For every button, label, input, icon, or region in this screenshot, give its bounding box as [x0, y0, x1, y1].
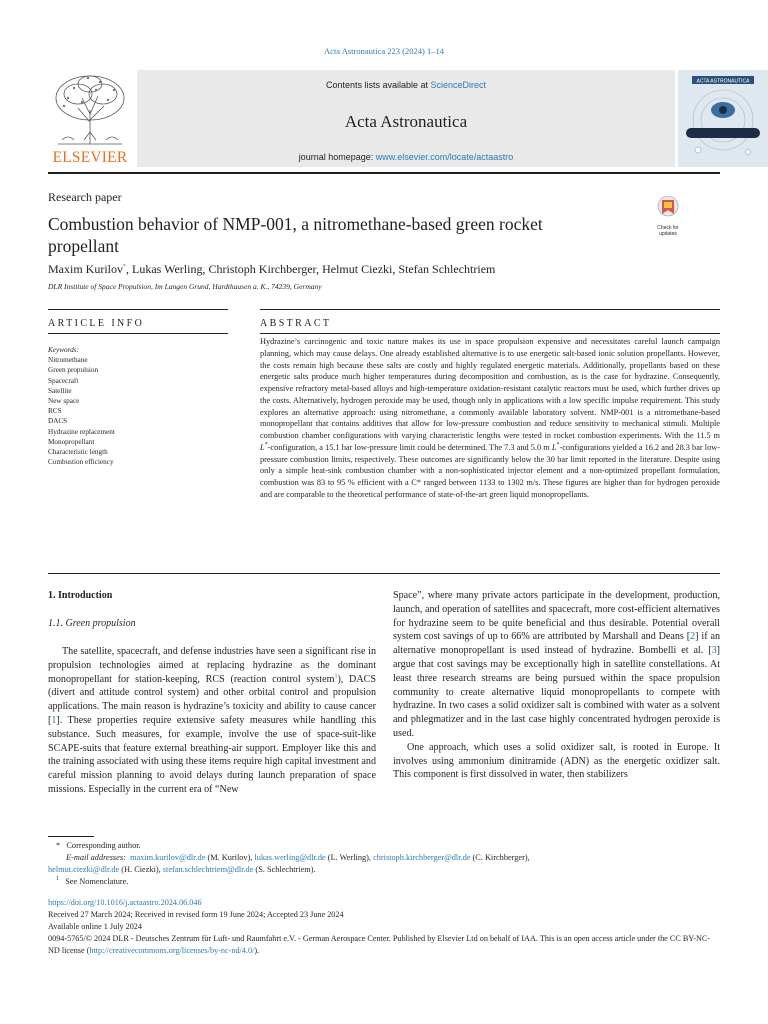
- abstract-bottom-rule: [48, 573, 720, 574]
- section-heading-introduction: 1. Introduction: [48, 590, 113, 601]
- corresponding-author-note: * Corresponding author.: [56, 841, 141, 850]
- body-column-left: [48, 645, 376, 797]
- abstract-heading: ABSTRACT: [260, 318, 332, 329]
- email-addresses-cont: helmut.ciezki@dlr.de (H. Ciezki), stefan.schlechtriem@dlr.de (S. Schlechtriem).: [48, 865, 316, 874]
- keyword-item: Spacecraft: [48, 376, 79, 385]
- footnote-rule: [48, 836, 94, 837]
- email-addresses: E-mail addresses: maxim.kurilov@dlr.de (M. Kurilov), lukas.werling@dlr.de (L. Werling), christoph.kirchberger@dlr.de (C. Kirchberger),: [66, 853, 530, 862]
- citation-link[interactable]: 3: [711, 645, 717, 657]
- keyword-item: Green propulsion: [48, 366, 99, 375]
- keywords-label: Keywords:: [48, 346, 79, 354]
- email-link[interactable]: helmut.ciezki@dlr.de: [48, 865, 120, 874]
- masthead: [48, 70, 750, 167]
- journal-banner: [137, 70, 675, 167]
- check-for-updates-button[interactable]: [648, 194, 688, 237]
- cover-title: ACTA ASTRONAUTICA: [696, 78, 750, 85]
- paper-title: Combustion behavior of NMP-001, a nitromethane-based green rocket propellant: [48, 214, 543, 256]
- journal-title: Acta Astronautica: [344, 112, 468, 131]
- keyword-item: Satellite: [48, 386, 72, 395]
- elsevier-wordmark: ELSEVIER: [52, 149, 128, 166]
- body-paragraph: One approach, which uses a solid oxidizer salt, is rooted in Europe. It involves using ammonium dinitramide (ADN) as the energetic oxidizer salt. This component is first dissolved in water, then stabilizers: [393, 741, 720, 781]
- check-updates-icon: [648, 194, 688, 218]
- email-link[interactable]: lukas.werling@dlr.de: [254, 853, 326, 862]
- elsevier-tree-icon: [48, 70, 132, 148]
- homepage-line: journal homepage: www.elsevier.com/locate/actaastro: [298, 152, 514, 162]
- journal-cover-icon: [678, 70, 768, 167]
- keyword-item: Nitromethane: [48, 356, 88, 365]
- contents-line: Contents lists available at ScienceDirect: [325, 80, 487, 90]
- keyword-item: New space: [48, 397, 80, 406]
- citation-link[interactable]: 1: [51, 714, 57, 726]
- corresponding-author[interactable]: Maxim Kurilov: [48, 262, 123, 276]
- license-statement: 0094-5765/© 2024 DLR - Deutsches Zentrum für Luft- und Raumfahrt e.V. - German Aerospace Center. Published by Elsevier Ltd on behalf of IAA. This is an open access article under the CC BY-NC-ND license (http://creativecommons.org/licenses/by-nc-nd/4.0/).: [48, 934, 711, 955]
- affiliation: DLR Institute of Space Propulsion, Im Langen Grund, Hardthausen a. K., 74239, Germany: [48, 282, 322, 291]
- footnote-ref[interactable]: 1: [334, 673, 338, 680]
- subsection-heading-green-propulsion: 1.1. Green propulsion: [48, 618, 136, 629]
- corresponding-author-mark[interactable]: *: [123, 264, 126, 270]
- keyword-item: Hydrazine replacement: [48, 427, 115, 436]
- article-info-rule-2: [48, 333, 228, 334]
- received-dates: Received 27 March 2024; Received in revised form 19 June 2024; Accepted 23 June 2024: [48, 910, 344, 919]
- keywords-block: [48, 345, 228, 467]
- masthead-rule: [48, 172, 720, 174]
- abstract-text: Hydrazine’s carcinogenic and toxic nature makes its use in space propulsion expensive and necessitates careful launch campaign planning, which may cause delays. One already established alternative is to use energetic salt-based ionic solution propellants. However, the costs remain high because these salts are costly and highly regulated energetic materials. Additionally, propellants based on these energetic salts produce much higher temperatures during decomposition and combustion, as is the case for hydrazine. Consequently, expensive refractory metal-based alloys and high-temperature oxidation-resistant catalytic reactors must be used, which further drives up the costs. Alternatively, hydrogen peroxide may be used, though only in applications with a low specific impulse requirement. This study explores an alternative approach: using nitromethane, a commonly available laboratory solvent. NMP-001 is a nitromethane-based monopropellant that contains additives that allow for low-pressure combustion and reduce sensitivity to mechanical stimuli. Multiple combustion chamber configurations with varying characteristic lengths were tested in rocket combustion experiments. With the 11.5 m L*-configuration, a 15.1 bar low-pressure limit could be determined. The 7.3 and 5.0 m L*-configurations yielded a 16.2 and 28.3 bar low-pressure combustion limits, respectively. These outcomes are significantly below the 30 bar limit reported in the literature. Despite using only a simple heat-sink combustion chamber with a non-sophisticated injector element and a non-optimized propellant formulation, combustion was 83 to 95 % efficient with a C* ranged between 1133 to 1302 m/s. These figures are higher than for hydrogen peroxide and are comparable to the theoretical performance of state-of-the-art green liquid monopropellants.: [260, 337, 720, 499]
- body-paragraph: The satellite, spacecraft, and defense industries have seen a significant rise in propulsion technologies aimed at replacing hydrazine as the dominant monopropellant for station-keeping, RCS (reaction control system$^1$), DACS (divert and attitude control system) and other orbital control and propulsion applications. The main reason is hydrazine’s toxicity and ability to cause cancer [1]. These properties require extensive safety measures while handling this substance. Such measures, for example, involve the use of space-suit-like SCAPE-suits that feature external breathing-air support. Employer like this and the training associated with using these items require high capital investment and careful mission planning to avoid delays during launch preparation of space missions. Especially in the current era of “New: [48, 646, 376, 795]
- keyword-item: DACS: [48, 417, 68, 426]
- email-link[interactable]: christoph.kirchberger@dlr.de: [373, 853, 471, 862]
- journal-homepage-link[interactable]: www.elsevier.com/locate/actaastro: [375, 152, 514, 162]
- article-info-rule: [48, 309, 228, 310]
- paper-type: Research paper: [48, 190, 122, 204]
- publication-info: [48, 897, 720, 957]
- article-info-heading: ARTICLE INFO: [48, 318, 145, 329]
- keyword-item: Combustion efficiency: [48, 458, 114, 467]
- footnotes: [48, 840, 720, 888]
- body-paragraph: Space”, where many private actors participate in the development, production, launch, and operation of satellites and spacecraft, more cost-efficient alternatives for hydrazine seem to be quite beneficial and thus desirable. Potential overall system cost savings of up to 66% are attributed by Marshall and Deans [2] if an alternative monopropellant is used instead of hydrazine. Bombelli et al. [3] argue that cost savings may be exceptionally high in satellite constellations. At least three research streams are being pursued within the space propulsion community to create alternative liquid monopropellants to compete with hydrazine. In two cases a solid oxidizer salt is combined with water as a solvent and phlegmatizer and in the last case highly concentrated hydrogen peroxide is used.: [393, 590, 721, 739]
- email-link[interactable]: maxim.kurilov@dlr.de: [130, 853, 206, 862]
- body-column-right: [393, 589, 720, 782]
- sciencedirect-link[interactable]: ScienceDirect: [430, 80, 487, 90]
- license-link[interactable]: http://creativecommons.org/licenses/by-nc-nd/4.0/: [89, 946, 255, 955]
- keyword-item: Monopropellant: [48, 437, 95, 446]
- check-updates-label: Check for updates: [657, 225, 679, 237]
- elsevier-logo[interactable]: [48, 70, 132, 167]
- keyword-item: RCS: [48, 407, 62, 416]
- abstract-rule: [260, 309, 720, 310]
- footnote-1: $^1$ See Nomenclature.: [56, 876, 129, 886]
- journal-reference[interactable]: Acta Astronautica 223 (2024) 1–14: [324, 46, 444, 56]
- abstract-rule-2: [260, 333, 720, 334]
- email-link[interactable]: stefan.schlechtriem@dlr.de: [162, 865, 254, 874]
- keyword-item: Characteristic length: [48, 448, 108, 457]
- available-online: Available online 1 July 2024: [48, 922, 142, 931]
- journal-cover-thumbnail[interactable]: [678, 70, 768, 167]
- citation-link[interactable]: 2: [690, 631, 696, 643]
- doi-link[interactable]: https://doi.org/10.1016/j.actaastro.2024.06.046: [48, 898, 202, 907]
- author-list: Maxim Kurilov*, Lukas Werling, Christoph Kirchberger, Helmut Ciezki, Stefan Schlechtriem: [48, 262, 496, 276]
